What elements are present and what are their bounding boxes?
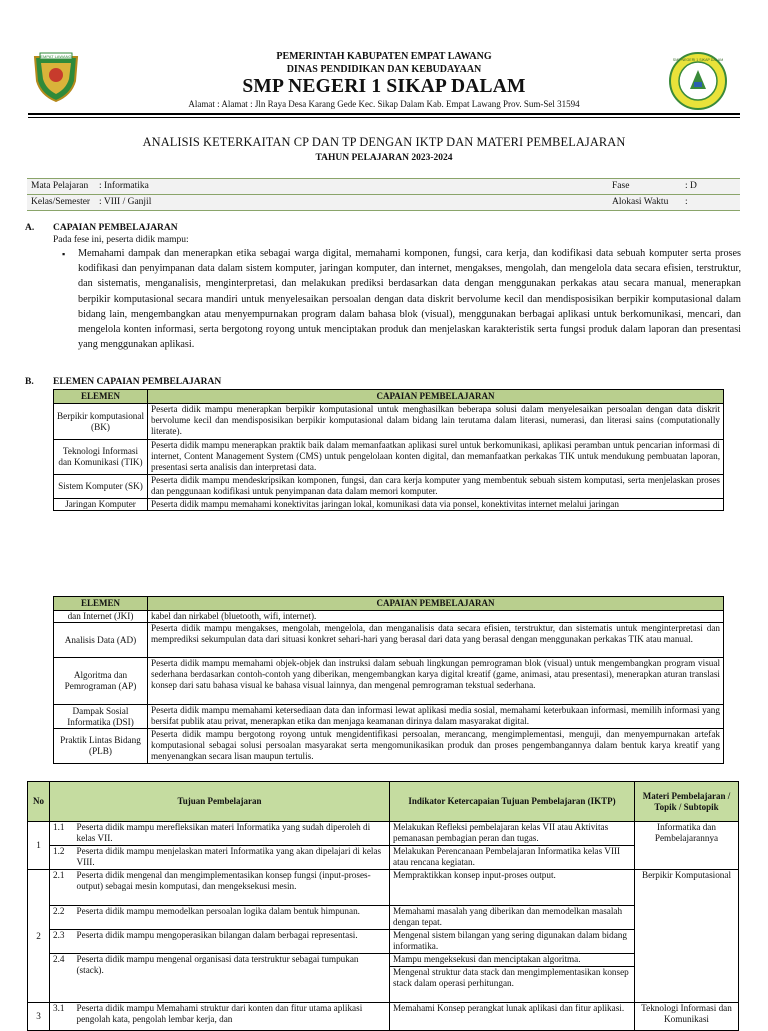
section-a-heading: CAPAIAN PEMBELAJARAN xyxy=(53,223,178,233)
materi-text: Berpikir Komputasional xyxy=(635,870,739,1003)
tp-text: Peserta didik mampu mengenal organisasi data terstruktur sebagai tumpukan (stack). xyxy=(74,954,390,1003)
tp-number: 2.3 xyxy=(50,930,74,954)
elemen-cell: Sistem Komputer (SK) xyxy=(54,475,148,499)
elemen-cell: dan Internet (JKI) xyxy=(54,611,148,623)
cp-cell: Peserta didik mampu mengakses, mengolah, mengelola, dan menganalisis data secara efisien, terstruktur, dan sistematis untuk menginterpretasi dan memprediksi sekumpulan data dari situasi konkret sehari-hari yang berasal dari data yang berasal dengan menggunakan perkakas TIK atau manual. xyxy=(148,623,724,658)
row-number: 1 xyxy=(28,822,50,870)
row-number: 2 xyxy=(28,870,50,1003)
col-iktp: Indikator Ketercapaian Tujuan Pembelajaran (IKTP) xyxy=(390,782,635,822)
logo-right-text: SMP NEGERI 1 SIKAP DALAM xyxy=(672,58,724,62)
mapel-label: Mata Pelajaran xyxy=(31,181,89,191)
tp-text: Peserta didik mampu menjelaskan materi Informatika yang akan dipelajari di kelas VIII. xyxy=(74,846,390,870)
tp-number: 1.1 xyxy=(50,822,74,846)
col-tp: Tujuan Pembelajaran xyxy=(50,782,390,822)
alokasi-label: Alokasi Waktu xyxy=(612,197,669,207)
col-materi: Materi Pembelajaran / Topik / Subtopik xyxy=(635,782,739,822)
tp-text: Peserta didik mampu memodelkan persoalan logika dalam bentuk himpunan. xyxy=(74,906,390,930)
iktp-text: Mengenal struktur data stack dan mengimplementasikan konsep stack dalam operasi perhitungan. xyxy=(390,967,635,1003)
kelas-label: Kelas/Semester xyxy=(31,197,91,207)
mapel-value: : Informatika xyxy=(99,181,149,191)
cp-cell: Peserta didik mampu mendeskripsikan komponen, fungsi, dan cara kerja komputer yang membentuk sebuah sistem komputasi, serta menjelaskan proses dan penggunaan kodifikasi untuk penyimpanan data dalam memori komputer. xyxy=(148,475,724,499)
iktp-text: Memahami Konsep perangkat lunak aplikasi dan fitur aplikasi. xyxy=(390,1003,635,1031)
elemen-cell: Jaringan Komputer xyxy=(54,499,148,511)
tp-iktp-table xyxy=(27,781,739,1031)
logo-left-text: EMPAT LAWANG xyxy=(40,54,72,59)
section-b-letter: B. xyxy=(25,377,34,387)
section-b-heading: ELEMEN CAPAIAN PEMBELAJARAN xyxy=(53,377,222,387)
section-a-intro: Pada fese ini, peserta didik mampu: xyxy=(53,235,189,245)
table-row xyxy=(28,846,739,870)
cp-cell: Peserta didik mampu memahami ketersediaan data dan informasi lewat aplikasi media sosial, memahami keterbukaan informasi, memilih informasi yang bersifat publik atau privat, menerapkan etika dan menjaga keamanan dirinya dalam masyarakat digital. xyxy=(148,705,724,729)
cp-cell: Peserta didik mampu menerapkan berpikir komputasional untuk menghasilkan beberapa solusi dalam menyelesaikan persoalan dengan data diskrit bervolume kecil dan mendisposisikan berpikir komputasional dalam bidang lain terutama dalam literasi, numerasi, dan literasi sains (computationally literate). xyxy=(148,404,724,440)
bullet-icon: ▪ xyxy=(62,249,66,259)
elemen-cell: Teknologi Informasi dan Komunikasi (TIK) xyxy=(54,440,148,475)
cp-cell: Peserta didik mampu bergotong royong untuk mengidentifikasi persoalan, merancang, mengimplementasi, menguji, dan menyempurnakan artefak komputasional sebagai solusi persoalan masyarakat serta mengomunikasikan produk dan proses pengembangannya dalam bentuk karya kreatif yang menyenangkan secara lisan maupun tertulis. xyxy=(148,729,724,764)
alokasi-value: : xyxy=(685,197,688,207)
fase-value: : D xyxy=(685,181,697,191)
cp-cell: Peserta didik mampu menerapkan praktik baik dalam memanfaatkan aplikasi surel untuk berkomunikasi, aplikasi peramban untuk pencarian informasi di internet, Content Management System (CMS) untuk pengelolaan konten digital, dan memanfaatkan perkakas TIK untuk mendukung pembuatan laporan, presentasi serta analisis dan interpretasi data. xyxy=(148,440,724,475)
col-cp: CAPAIAN PEMBELAJARAN xyxy=(148,597,724,611)
table-row xyxy=(54,623,724,658)
table-row xyxy=(28,822,739,846)
iktp-text: Mempraktikkan konsep input-proses output. xyxy=(390,870,635,906)
cp-cell: kabel dan nirkabel (bluetooth, wifi, internet). xyxy=(148,611,724,623)
table-row xyxy=(54,611,724,623)
section-a-letter: A. xyxy=(25,223,35,233)
tp-text: Peserta didik mengenal dan mengimplementasikan konsep fungsi (input-proses- output) sebagai mesin komputasi, dan mengeksekusi mesin. xyxy=(74,870,390,906)
tp-text: Peserta didik mampu Memahami struktur dari konten dan fitur utama aplikasi pengolah kata, pengolah lembar kerja, dan xyxy=(74,1003,390,1031)
tp-number: 2.4 xyxy=(50,954,74,1003)
table-row xyxy=(28,870,739,906)
col-no: No xyxy=(28,782,50,822)
elemen-cell: Algoritma dan Pemrograman (AP) xyxy=(54,658,148,705)
department-name: DINAS PENDIDIKAN DAN KEBUDAYAAN xyxy=(286,64,482,75)
table-row xyxy=(54,404,724,440)
info-row xyxy=(27,179,740,195)
elemen-cell: Berpikir komputasional (BK) xyxy=(54,404,148,440)
elemen-table-1 xyxy=(53,389,724,511)
materi-text: Teknologi Informasi dan Komunikasi xyxy=(635,1003,739,1031)
section-a-paragraph: Memahami dampak dan menerapkan etika sebagai warga digital, memahami komponen, fungsi, cara kerja, dan kodifikasi data sebuah komputer serta proses kodifikasi dan penyimpanan data dalam sistem komputer, jaringan komputer, dan internet, mengakses, mengolah, dan mengelola data secara efisien, terstruktur, dan sistematis, menganalisis, menginterpretasi, dan melakukan prediksi berdasarkan data dengan menggunakan perkakas atau secara manual, menerapkan berpikir komputasional secara mandiri untuk menyelesaikan persoalan dengan data diskrit bervolume kecil dan mendisposisikan berpikir komputasional dalam bidang lain, mengembangkan atau menyempurnakan program dalam bahasa blok (visual), menggunakan berbagai aplikasi untuk berkomunikasi, mencari, dan mengelola konten informasi, serta bergotong royong untuk menciptakan produk dan menjelaskan karakteristik serta fungsi produk dalam laporan dan presentasi yang menggunakan aplikasi. xyxy=(78,248,741,351)
government-name: PEMERINTAH KABUPATEN EMPAT LAWANG xyxy=(276,51,492,62)
document-title: ANALISIS KETERKAITAN CP DAN TP DENGAN IKTP DAN MATERI PEMBELAJARAN xyxy=(142,135,626,149)
iktp-text: Mengenal sistem bilangan yang sering digunakan dalam bidang informatika. xyxy=(390,930,635,954)
school-name: SMP NEGERI 1 SIKAP DALAM xyxy=(242,76,526,97)
academic-year: TAHUN PELAJARAN 2023-2024 xyxy=(315,153,453,163)
subject-info xyxy=(27,178,740,211)
table-row xyxy=(28,906,739,930)
iktp-text: Mampu mengeksekusi dan menciptakan algoritma. xyxy=(390,954,635,967)
fase-label: Fase xyxy=(612,181,630,191)
tp-number: 3.1 xyxy=(50,1003,74,1031)
col-elemen: ELEMEN xyxy=(54,597,148,611)
col-elemen: ELEMEN xyxy=(54,390,148,404)
header-divider-thin xyxy=(28,117,740,118)
elemen-cell: Analisis Data (AD) xyxy=(54,623,148,658)
iktp-text: Melakukan Perencanaan Pembelajaran Informatika kelas VIII atau rencana kegiatan. xyxy=(390,846,635,870)
table-row xyxy=(28,1003,739,1031)
elemen-cell: Praktik Lintas Bidang (PLB) xyxy=(54,729,148,764)
cp-cell: Peserta didik mampu memahami objek-objek dan instruksi dalam sebuah lingkungan pemrograman blok (visual) untuk mengembangkan program visual sederhana berdasarkan contoh-contoh yang diberikan, mengembangkan karya digital kreatif (game, animasi, atau presentasi), menerapkan aturan translasi konsep dari satu bahasa visual ke bahasa visual lainnya, dan mengenal pemrograman tekstual sederhana. xyxy=(148,658,724,705)
table-row xyxy=(28,954,739,967)
tp-number: 2.2 xyxy=(50,906,74,930)
tp-number: 2.1 xyxy=(50,870,74,906)
row-number: 3 xyxy=(28,1003,50,1031)
cp-cell: Peserta didik mampu memahami konektivitas jaringan lokal, komunikasi data via ponsel, konektivitas internet melalui jaringan xyxy=(148,499,724,511)
iktp-text: Melakukan Refleksi pembelajaran kelas VII atau Aktivitas pemanasan pembagian peran dan tugas. xyxy=(390,822,635,846)
table-row xyxy=(54,440,724,475)
school-address: Alamat : Alamat : Jln Raya Desa Karang Gede Kec. Sikap Dalam Kab. Empat Lawang Prov. Sum-Sel 31594 xyxy=(188,99,580,109)
materi-text: Informatika dan Pembelajarannya xyxy=(635,822,739,870)
kelas-value: : VIII / Ganjil xyxy=(99,197,152,207)
tp-text: Peserta didik mampu mengoperasikan bilangan dalam berbagai representasi. xyxy=(74,930,390,954)
table-row xyxy=(54,499,724,511)
elemen-cell: Dampak Sosial Informatika (DSI) xyxy=(54,705,148,729)
col-cp: CAPAIAN PEMBELAJARAN xyxy=(148,390,724,404)
header-divider-thick xyxy=(28,113,740,115)
iktp-text: Memahami masalah yang diberikan dan memodelkan masalah dengan tepat. xyxy=(390,906,635,930)
table-row xyxy=(54,475,724,499)
table-row xyxy=(54,705,724,729)
tp-number: 1.2 xyxy=(50,846,74,870)
table-row xyxy=(54,658,724,705)
elemen-table-2 xyxy=(53,596,724,764)
info-row xyxy=(27,195,740,210)
table-row xyxy=(28,930,739,954)
tp-text: Peserta didik mampu merefleksikan materi Informatika yang sudah diperoleh di kelas VII. xyxy=(74,822,390,846)
table-row xyxy=(54,729,724,764)
